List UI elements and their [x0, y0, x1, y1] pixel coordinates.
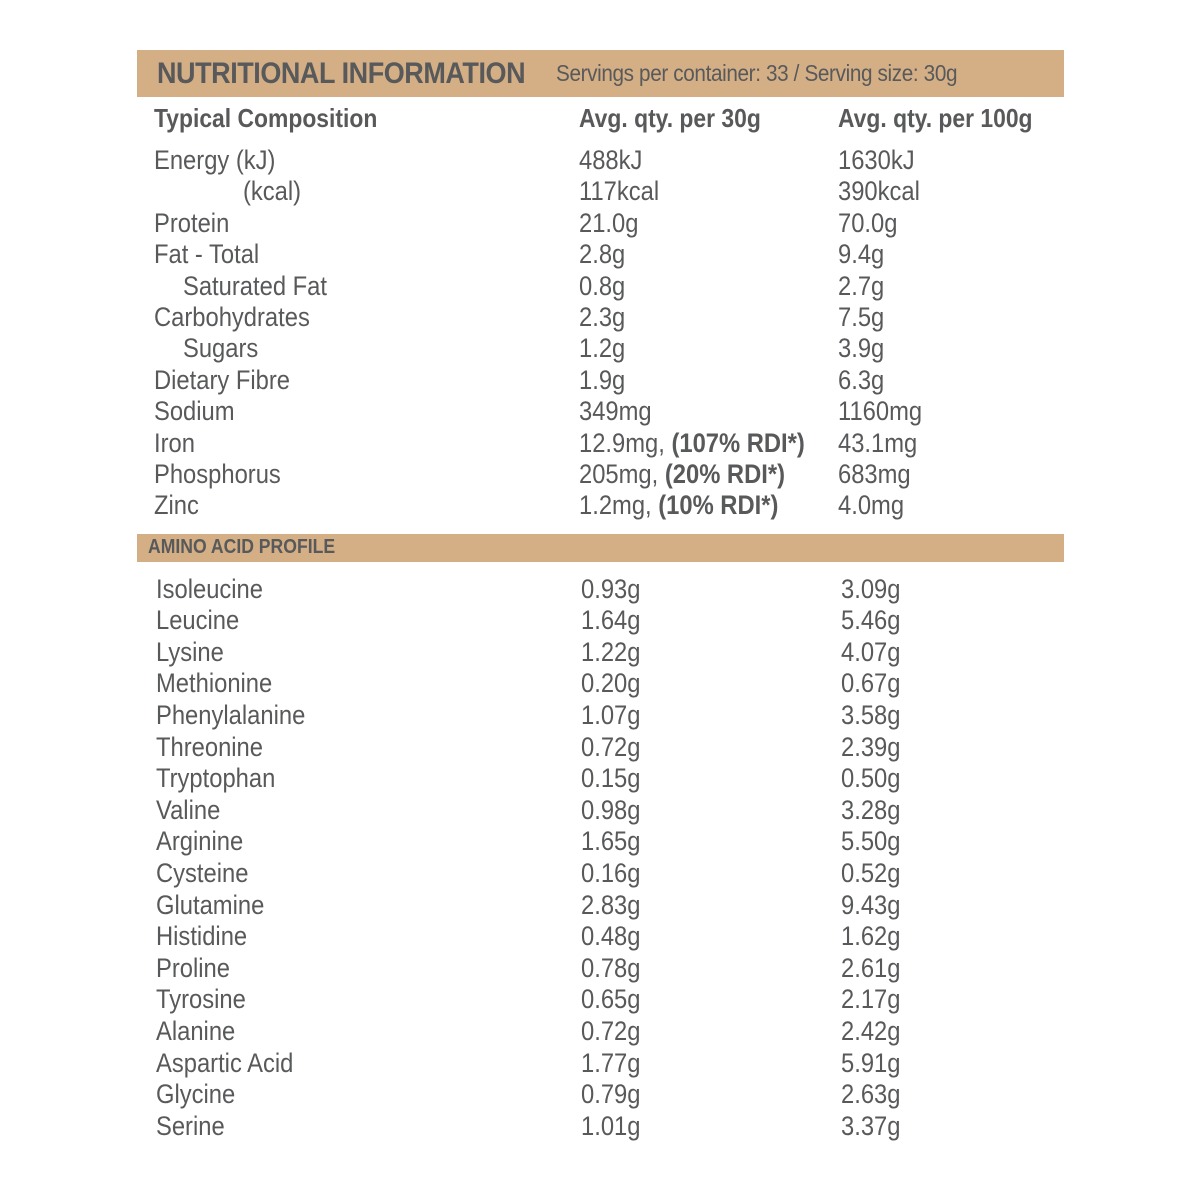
nutrient-per-serving-value: 1.2mg, [579, 490, 659, 521]
amino-per-100g: 3.28g [841, 794, 901, 825]
column-header-per-100g: Avg. qty. per 100g [838, 103, 1033, 133]
nutrient-name: (kcal) [243, 176, 302, 207]
amino-per-100g: 3.37g [841, 1110, 901, 1141]
amino-per-serving: 0.65g [581, 984, 641, 1015]
nutrient-row [137, 333, 1064, 364]
amino-section-bar [137, 534, 1064, 562]
amino-row [137, 1079, 1064, 1111]
amino-row [137, 984, 1064, 1016]
nutrient-per-100g: 2.7g [838, 270, 885, 301]
nutrient-per-100g: 43.1mg [838, 427, 918, 458]
amino-per-serving: 0.98g [581, 794, 641, 825]
nutrient-per-serving-value: 349mg [579, 396, 652, 427]
nutrient-row [137, 208, 1064, 239]
nutrient-row [137, 176, 1064, 207]
nutrient-per-serving-value: 1.2g [579, 333, 626, 364]
amino-per-100g: 2.63g [841, 1079, 901, 1110]
nutrient-per-100g: 70.0g [838, 207, 898, 238]
amino-per-serving: 0.16g [581, 858, 641, 889]
column-headers [137, 97, 1064, 141]
amino-per-serving: 0.72g [581, 731, 641, 762]
column-header-composition: Typical Composition [154, 103, 378, 133]
amino-acid-table [137, 562, 1064, 1143]
nutrient-per-100g: 3.9g [838, 333, 885, 364]
amino-name: Threonine [156, 731, 264, 762]
amino-row [137, 1111, 1064, 1143]
column-header-per-serving: Avg. qty. per 30g [579, 103, 761, 133]
nutrient-rdi: (20% RDI*) [664, 458, 786, 489]
amino-name: Tryptophan [156, 763, 276, 794]
nutrient-rdi: (107% RDI*) [671, 427, 805, 458]
nutrient-per-serving-value: 12.9mg, [579, 427, 672, 458]
nutrient-name: Dietary Fibre [154, 364, 291, 395]
amino-row [137, 763, 1064, 795]
amino-name: Valine [156, 794, 221, 825]
amino-name: Proline [156, 952, 230, 983]
amino-per-serving: 0.79g [581, 1079, 641, 1110]
amino-per-100g: 1.62g [841, 921, 901, 952]
nutrient-per-100g: 7.5g [838, 301, 885, 332]
amino-per-serving: 0.72g [581, 1016, 641, 1046]
nutrient-per-serving-value: 0.8g [579, 270, 626, 301]
nutrient-per-serving [579, 428, 805, 459]
nutrition-panel [137, 50, 1064, 1142]
nutrient-table [137, 141, 1064, 522]
nutrient-per-100g: 6.3g [838, 364, 885, 395]
amino-name: Arginine [156, 826, 244, 857]
amino-name: Phenylalanine [156, 700, 306, 731]
nutrient-name: Phosphorus [154, 458, 281, 489]
amino-row [137, 953, 1064, 985]
amino-per-serving: 0.48g [581, 921, 641, 952]
amino-per-serving: 1.65g [581, 826, 641, 857]
amino-per-serving: 1.07g [581, 700, 641, 731]
amino-row [137, 795, 1064, 827]
amino-per-100g: 2.39g [841, 731, 901, 762]
nutrient-per-serving [579, 239, 625, 270]
nutrient-row [137, 145, 1064, 176]
amino-per-serving: 1.64g [581, 605, 641, 636]
nutrient-name: Energy (kJ) [154, 145, 276, 175]
amino-row [137, 890, 1064, 922]
nutrient-per-serving [579, 490, 778, 521]
nutrient-per-serving [579, 271, 625, 302]
amino-row [137, 1048, 1064, 1080]
amino-per-100g: 3.58g [841, 700, 901, 731]
panel-title: NUTRITIONAL INFORMATION [157, 56, 526, 90]
amino-per-100g: 4.07g [841, 636, 901, 667]
nutrient-per-serving [579, 145, 642, 176]
amino-per-100g: 5.46g [841, 605, 901, 636]
amino-row [137, 574, 1064, 606]
amino-name: Methionine [156, 668, 273, 699]
nutrient-per-serving-value: 1.9g [579, 364, 626, 395]
amino-per-serving: 2.83g [581, 889, 641, 920]
amino-per-100g: 2.61g [841, 952, 901, 983]
amino-row [137, 732, 1064, 764]
amino-name: Alanine [156, 1016, 236, 1046]
amino-per-100g: 3.09g [841, 573, 901, 604]
nutrient-name: Carbohydrates [154, 301, 310, 332]
amino-row [137, 700, 1064, 732]
nutrient-row [137, 302, 1064, 333]
amino-row [137, 1016, 1064, 1048]
amino-per-serving: 0.15g [581, 763, 641, 794]
amino-name: Aspartic Acid [156, 1047, 294, 1078]
amino-per-100g: 5.91g [841, 1047, 901, 1078]
nutrient-per-serving [579, 176, 659, 207]
amino-name: Serine [156, 1110, 225, 1141]
nutrient-row [137, 396, 1064, 427]
nutrient-per-100g: 1160mg [838, 396, 923, 427]
nutrient-per-serving-value: 488kJ [579, 145, 643, 175]
amino-name: Glycine [156, 1079, 236, 1110]
amino-per-100g: 0.52g [841, 858, 901, 889]
nutrient-name: Protein [154, 207, 230, 238]
nutrient-row [137, 428, 1064, 459]
amino-per-100g: 2.42g [841, 1016, 901, 1046]
nutrient-per-serving [579, 333, 625, 364]
nutrient-per-serving-value: 205mg, [579, 458, 665, 489]
nutrient-per-100g: 1630kJ [838, 145, 915, 175]
nutrient-per-serving [579, 396, 652, 427]
amino-per-100g: 5.50g [841, 826, 901, 857]
nutrient-per-serving [579, 459, 785, 490]
amino-per-serving: 0.20g [581, 668, 641, 699]
servings-info: Servings per container: 33 / Serving size: 30g [556, 60, 958, 86]
amino-section-title: AMINO ACID PROFILE [148, 536, 336, 559]
nutrient-per-serving [579, 365, 625, 396]
amino-per-100g: 0.50g [841, 763, 901, 794]
nutrient-per-serving [579, 208, 638, 239]
nutrient-name: Iron [154, 427, 195, 458]
amino-per-serving: 1.01g [581, 1110, 641, 1141]
nutrient-name: Sugars [183, 333, 259, 364]
amino-per-serving: 1.77g [581, 1047, 641, 1078]
amino-per-100g: 2.17g [841, 984, 901, 1015]
nutrient-rdi: (10% RDI*) [658, 490, 779, 521]
nutrient-name: Sodium [154, 396, 235, 427]
amino-name: Glutamine [156, 889, 265, 920]
amino-row [137, 637, 1064, 669]
nutrient-row [137, 459, 1064, 490]
amino-per-100g: 9.43g [841, 889, 901, 920]
amino-per-100g: 0.67g [841, 668, 901, 699]
amino-name: Histidine [156, 921, 248, 952]
amino-row [137, 826, 1064, 858]
nutrient-name: Saturated Fat [183, 270, 327, 301]
amino-per-serving: 0.78g [581, 952, 641, 983]
amino-name: Cysteine [156, 858, 249, 889]
nutrient-row [137, 490, 1064, 521]
nutrient-per-serving-value: 117kcal [579, 176, 660, 207]
nutrient-per-100g: 4.0mg [838, 490, 905, 521]
amino-row [137, 668, 1064, 700]
amino-row [137, 605, 1064, 637]
amino-name: Tyrosine [156, 984, 246, 1015]
nutrient-per-100g: 683mg [838, 458, 911, 489]
nutrient-row [137, 239, 1064, 270]
amino-name: Leucine [156, 605, 240, 636]
amino-row [137, 858, 1064, 890]
title-bar [137, 50, 1064, 97]
nutrient-name: Zinc [154, 490, 199, 521]
nutrient-per-serving-value: 2.3g [579, 301, 626, 332]
nutrient-row [137, 365, 1064, 396]
amino-row [137, 921, 1064, 953]
nutrient-per-serving-value: 21.0g [579, 207, 639, 238]
amino-per-serving: 1.22g [581, 636, 641, 667]
nutrient-per-100g: 390kcal [838, 176, 920, 207]
amino-name: Isoleucine [156, 573, 264, 604]
nutrient-per-serving-value: 2.8g [579, 239, 626, 270]
nutrient-per-100g: 9.4g [838, 239, 885, 270]
amino-per-serving: 0.93g [581, 573, 641, 604]
nutrient-row [137, 271, 1064, 302]
nutrient-per-serving [579, 302, 625, 333]
nutrient-name: Fat - Total [154, 239, 260, 270]
amino-name: Lysine [156, 636, 224, 667]
